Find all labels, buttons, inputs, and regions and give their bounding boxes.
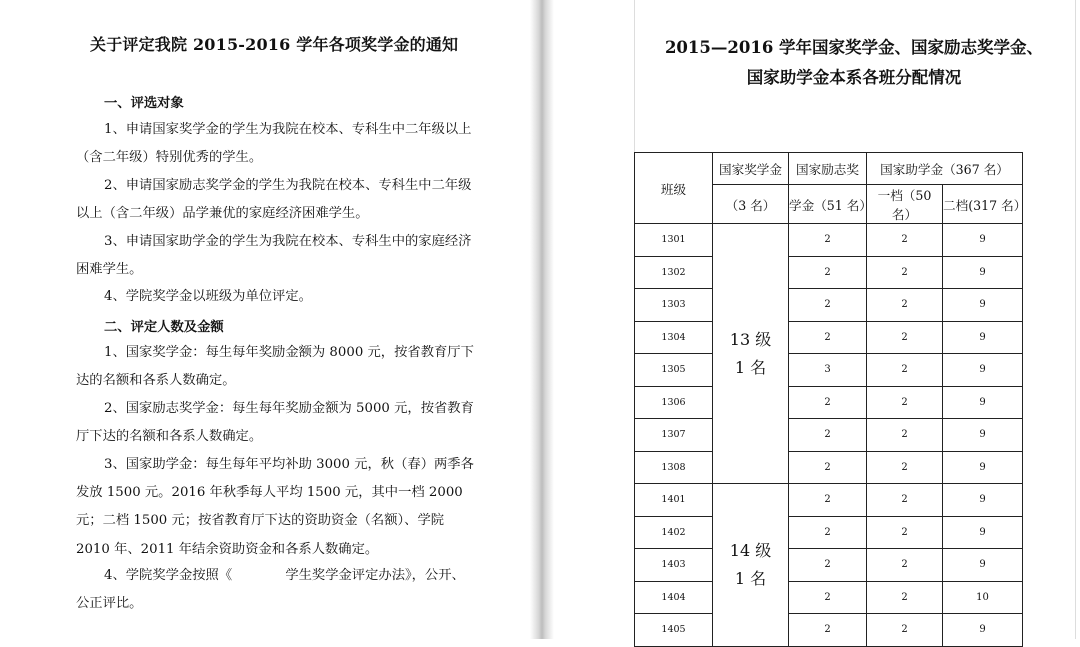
class-cell: 1306 xyxy=(635,386,713,419)
paragraph-2 xyxy=(76,172,476,228)
aid-tier-1-cell: 2 xyxy=(867,354,943,387)
inspire-cell: 2 xyxy=(789,581,867,614)
class-cell: 1302 xyxy=(635,256,713,289)
header-inspirational-scholarship: 国家励志奖 xyxy=(789,153,867,185)
inspire-cell: 2 xyxy=(789,386,867,419)
aid-tier-1-cell: 2 xyxy=(867,549,943,582)
inspire-cell: 2 xyxy=(789,289,867,322)
paragraph-6-text: 2、国家励志奖学金：每生每年奖励金额为 5000 元，按省教育厅下达的名额和各系人数确定。 xyxy=(76,401,474,445)
allocation-table xyxy=(634,152,1027,647)
inspire-cell: 3 xyxy=(789,354,867,387)
aid-tier-2-cell: 9 xyxy=(943,321,1023,354)
header-national-scholarship: 国家奖学金 xyxy=(713,153,789,185)
paragraph-8-text: 4、学院奖学金按照《 学生奖学金评定办法》，公开、公正评比。 xyxy=(76,568,465,612)
paragraph-7-text: 3、国家助学金：每生每年平均补助 3000 元，秋（春）两季各发放 1500 元。2016 年秋季每人平均 1500 元，其中一档 2000 元；二档 1500 元；按省教育厅下达的资助资金（名额）、学院 2010 年、2011 年结余资助资金和各系人数确定。 xyxy=(76,457,474,557)
grade-13-label: 13 级 xyxy=(729,329,772,349)
inspire-cell: 2 xyxy=(789,516,867,549)
class-cell: 1404 xyxy=(635,581,713,614)
paragraph-5-text: 1、国家奖学金：每生每年奖励金额为 8000 元，按省教育厅下达的名额和各系人数确定。 xyxy=(76,345,474,389)
inspire-cell: 2 xyxy=(789,419,867,452)
aid-tier-2-cell: 9 xyxy=(943,451,1023,484)
table-row xyxy=(635,419,1023,452)
paragraph-3-text: 3、申请国家助学金的学生为我院在校本、专科生中的家庭经济困难学生。 xyxy=(76,234,472,278)
grade-14-quota: 1 名 xyxy=(734,568,767,588)
aid-tier-2-cell: 9 xyxy=(943,614,1023,647)
class-cell: 1403 xyxy=(635,549,713,582)
section-heading-targets: 一、评选对象 xyxy=(104,96,184,111)
aid-tier-2-cell: 9 xyxy=(943,224,1023,257)
table-row xyxy=(635,581,1023,614)
allocation-title-line-2: 国家助学金本系各班分配情况 xyxy=(746,68,962,87)
aid-tier-1-cell: 2 xyxy=(867,484,943,517)
inspire-cell: 2 xyxy=(789,256,867,289)
inspire-cell: 2 xyxy=(789,321,867,354)
aid-tier-2-cell: 9 xyxy=(943,516,1023,549)
paragraph-3 xyxy=(76,228,476,284)
inspire-cell: 2 xyxy=(789,614,867,647)
aid-tier-2-cell: 9 xyxy=(943,386,1023,419)
paragraph-6 xyxy=(76,395,476,451)
class-cell: 1307 xyxy=(635,419,713,452)
right-document-page xyxy=(554,0,1080,639)
grade-13-quota: 1 名 xyxy=(734,357,767,377)
table-row xyxy=(635,614,1023,647)
page-gutter xyxy=(530,0,554,639)
header-national-aid: 国家助学金（367 名） xyxy=(867,153,1023,185)
aid-tier-1-cell: 2 xyxy=(867,289,943,322)
aid-tier-2-cell: 9 xyxy=(943,549,1023,582)
inspire-cell: 2 xyxy=(789,549,867,582)
class-cell: 1301 xyxy=(635,224,713,257)
aid-tier-1-cell: 2 xyxy=(867,516,943,549)
header-national-scholarship-count: （3 名） xyxy=(713,185,789,224)
class-cell: 1308 xyxy=(635,451,713,484)
paragraph-4 xyxy=(76,283,476,311)
grade-14-national-cell xyxy=(713,484,789,647)
class-cell: 1402 xyxy=(635,516,713,549)
aid-tier-2-cell: 9 xyxy=(943,354,1023,387)
table-row xyxy=(635,321,1023,354)
section-heading-amounts: 二、评定人数及金额 xyxy=(104,320,224,335)
table-row xyxy=(635,224,1023,257)
table-row xyxy=(635,484,1023,517)
allocation-table-body xyxy=(635,224,1023,647)
aid-tier-2-cell: 9 xyxy=(943,484,1023,517)
inspire-cell: 2 xyxy=(789,484,867,517)
allocation-title-line-1: 2015—2016 学年国家奖学金、国家励志奖学金、 xyxy=(664,38,1044,57)
header-aid-tier-1: 一档（50 名） xyxy=(867,185,943,224)
aid-tier-1-cell: 2 xyxy=(867,614,943,647)
aid-tier-1-cell: 2 xyxy=(867,256,943,289)
class-cell: 1401 xyxy=(635,484,713,517)
table-row xyxy=(635,549,1023,582)
class-cell: 1303 xyxy=(635,289,713,322)
table-row xyxy=(635,354,1023,387)
grade-14-label: 14 级 xyxy=(729,540,772,560)
notice-title: 关于评定我院 2015-2016 学年各项奖学金的通知 xyxy=(90,35,459,54)
table-row xyxy=(635,256,1023,289)
header-class: 班级 xyxy=(635,153,713,224)
grade-13-national-cell xyxy=(713,224,789,484)
header-inspirational-scholarship-count: 学金（51 名） xyxy=(789,185,867,224)
table-row xyxy=(635,289,1023,322)
aid-tier-1-cell: 2 xyxy=(867,451,943,484)
paragraph-1-text: 1、申请国家奖学金的学生为我院在校本、专科生中二年级以上（含二年级）特别优秀的学生。 xyxy=(76,122,472,166)
class-cell: 1405 xyxy=(635,614,713,647)
aid-tier-1-cell: 2 xyxy=(867,581,943,614)
inspire-cell: 2 xyxy=(789,451,867,484)
table-row xyxy=(635,451,1023,484)
aid-tier-2-cell: 9 xyxy=(943,256,1023,289)
paragraph-4-text: 4、学院奖学金以班级为单位评定。 xyxy=(104,289,312,304)
table-row xyxy=(635,516,1023,549)
aid-tier-1-cell: 2 xyxy=(867,224,943,257)
header-aid-tier-2: 二档(317 名） xyxy=(943,185,1023,224)
table-row xyxy=(635,386,1023,419)
left-document-page xyxy=(0,0,530,639)
aid-tier-1-cell: 2 xyxy=(867,386,943,419)
aid-tier-1-cell: 2 xyxy=(867,321,943,354)
paragraph-8 xyxy=(76,562,476,618)
paragraph-7 xyxy=(76,451,476,564)
aid-tier-2-cell: 10 xyxy=(943,581,1023,614)
paragraph-5 xyxy=(76,339,476,395)
inspire-cell: 2 xyxy=(789,224,867,257)
paragraph-2-text: 2、申请国家励志奖学金的学生为我院在校本、专科生中二年级以上（含二年级）品学兼优的家庭经济困难学生。 xyxy=(76,178,472,222)
aid-tier-1-cell: 2 xyxy=(867,419,943,452)
class-cell: 1305 xyxy=(635,354,713,387)
class-cell: 1304 xyxy=(635,321,713,354)
aid-tier-2-cell: 9 xyxy=(943,289,1023,322)
paragraph-1 xyxy=(76,116,476,172)
aid-tier-2-cell: 9 xyxy=(943,419,1023,452)
